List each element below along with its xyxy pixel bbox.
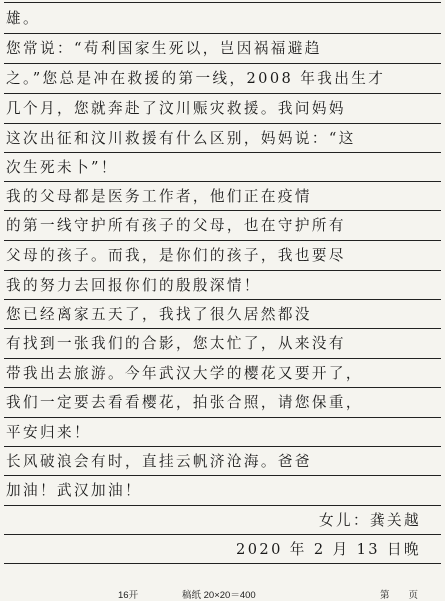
ruling-line	[4, 446, 441, 447]
letter-line-2: 您常说：“苟利国家生死以，岂因祸福避趋	[6, 39, 322, 57]
ruling-line	[4, 387, 441, 388]
date-line: 2020 年 2 月 13 日晚	[236, 540, 421, 558]
letter-line-8: 的第一线守护所有孩子的父母，也在守护所有	[6, 216, 346, 234]
letter-line-3: 之。”您总是冲在救援的第一线，2008 年我出生才	[6, 69, 386, 87]
letter-line-12: 有找到一张我们的合影，您太忙了，从来没有	[6, 334, 346, 352]
ruling-line	[4, 328, 441, 329]
ruling-line	[4, 210, 441, 211]
ruling-line	[4, 534, 441, 535]
paper-size-label: 16开	[118, 590, 139, 601]
letter-line-1: 雄。	[6, 9, 40, 27]
letter-line-13: 带我出去旅游。今年武汉大学的樱花又要开了，	[6, 364, 363, 382]
ruling-line	[4, 417, 441, 418]
ruling-line	[4, 299, 441, 300]
letter-line-11: 您已经离家五天了，我找了很久居然都没	[6, 305, 312, 323]
ruling-line	[4, 475, 441, 476]
ruling-line	[4, 2, 441, 3]
letter-line-5: 这次出征和汶川救援有什么区别，妈妈说：“这	[6, 129, 356, 147]
letter-line-10: 我的努力去回报你们的殷殷深情！	[6, 276, 261, 294]
ruling-line	[4, 33, 441, 34]
ruling-line	[4, 123, 441, 124]
ruling-line	[4, 93, 441, 94]
letter-line-7: 我的父母都是医务工作者，他们正在疫情	[6, 187, 312, 205]
letter-line-16: 长风破浪会有时，直挂云帆济沧海。爸爸	[6, 452, 312, 470]
ruling-line	[4, 358, 441, 359]
paper-format-label: 稿纸 20×20＝400	[182, 590, 256, 601]
ruling-line	[4, 63, 441, 64]
letter-line-4: 几个月，您就奔赴了汶川赈灾救援。我问妈妈	[6, 99, 346, 117]
ruling-line	[4, 505, 441, 506]
ruling-line	[4, 270, 441, 271]
letter-line-6: 次生死未卜”！	[6, 158, 118, 176]
ruling-line	[4, 240, 441, 241]
letter-line-9: 父母的孩子。而我，是你们的孩子，我也要尽	[6, 246, 346, 264]
signature-line: 女儿：龚关越	[319, 511, 421, 529]
ruling-line	[4, 152, 441, 153]
letter-line-17: 加油！武汉加油！	[6, 481, 142, 499]
ruling-line	[4, 563, 441, 564]
page-number-label: 第 页	[380, 590, 419, 601]
ruling-line	[4, 181, 441, 182]
paper-footer	[0, 586, 445, 600]
letter-line-14: 我们一定要去看看樱花，拍张合照，请您保重，	[6, 393, 363, 411]
letter-line-15: 平安归来！	[6, 423, 91, 441]
